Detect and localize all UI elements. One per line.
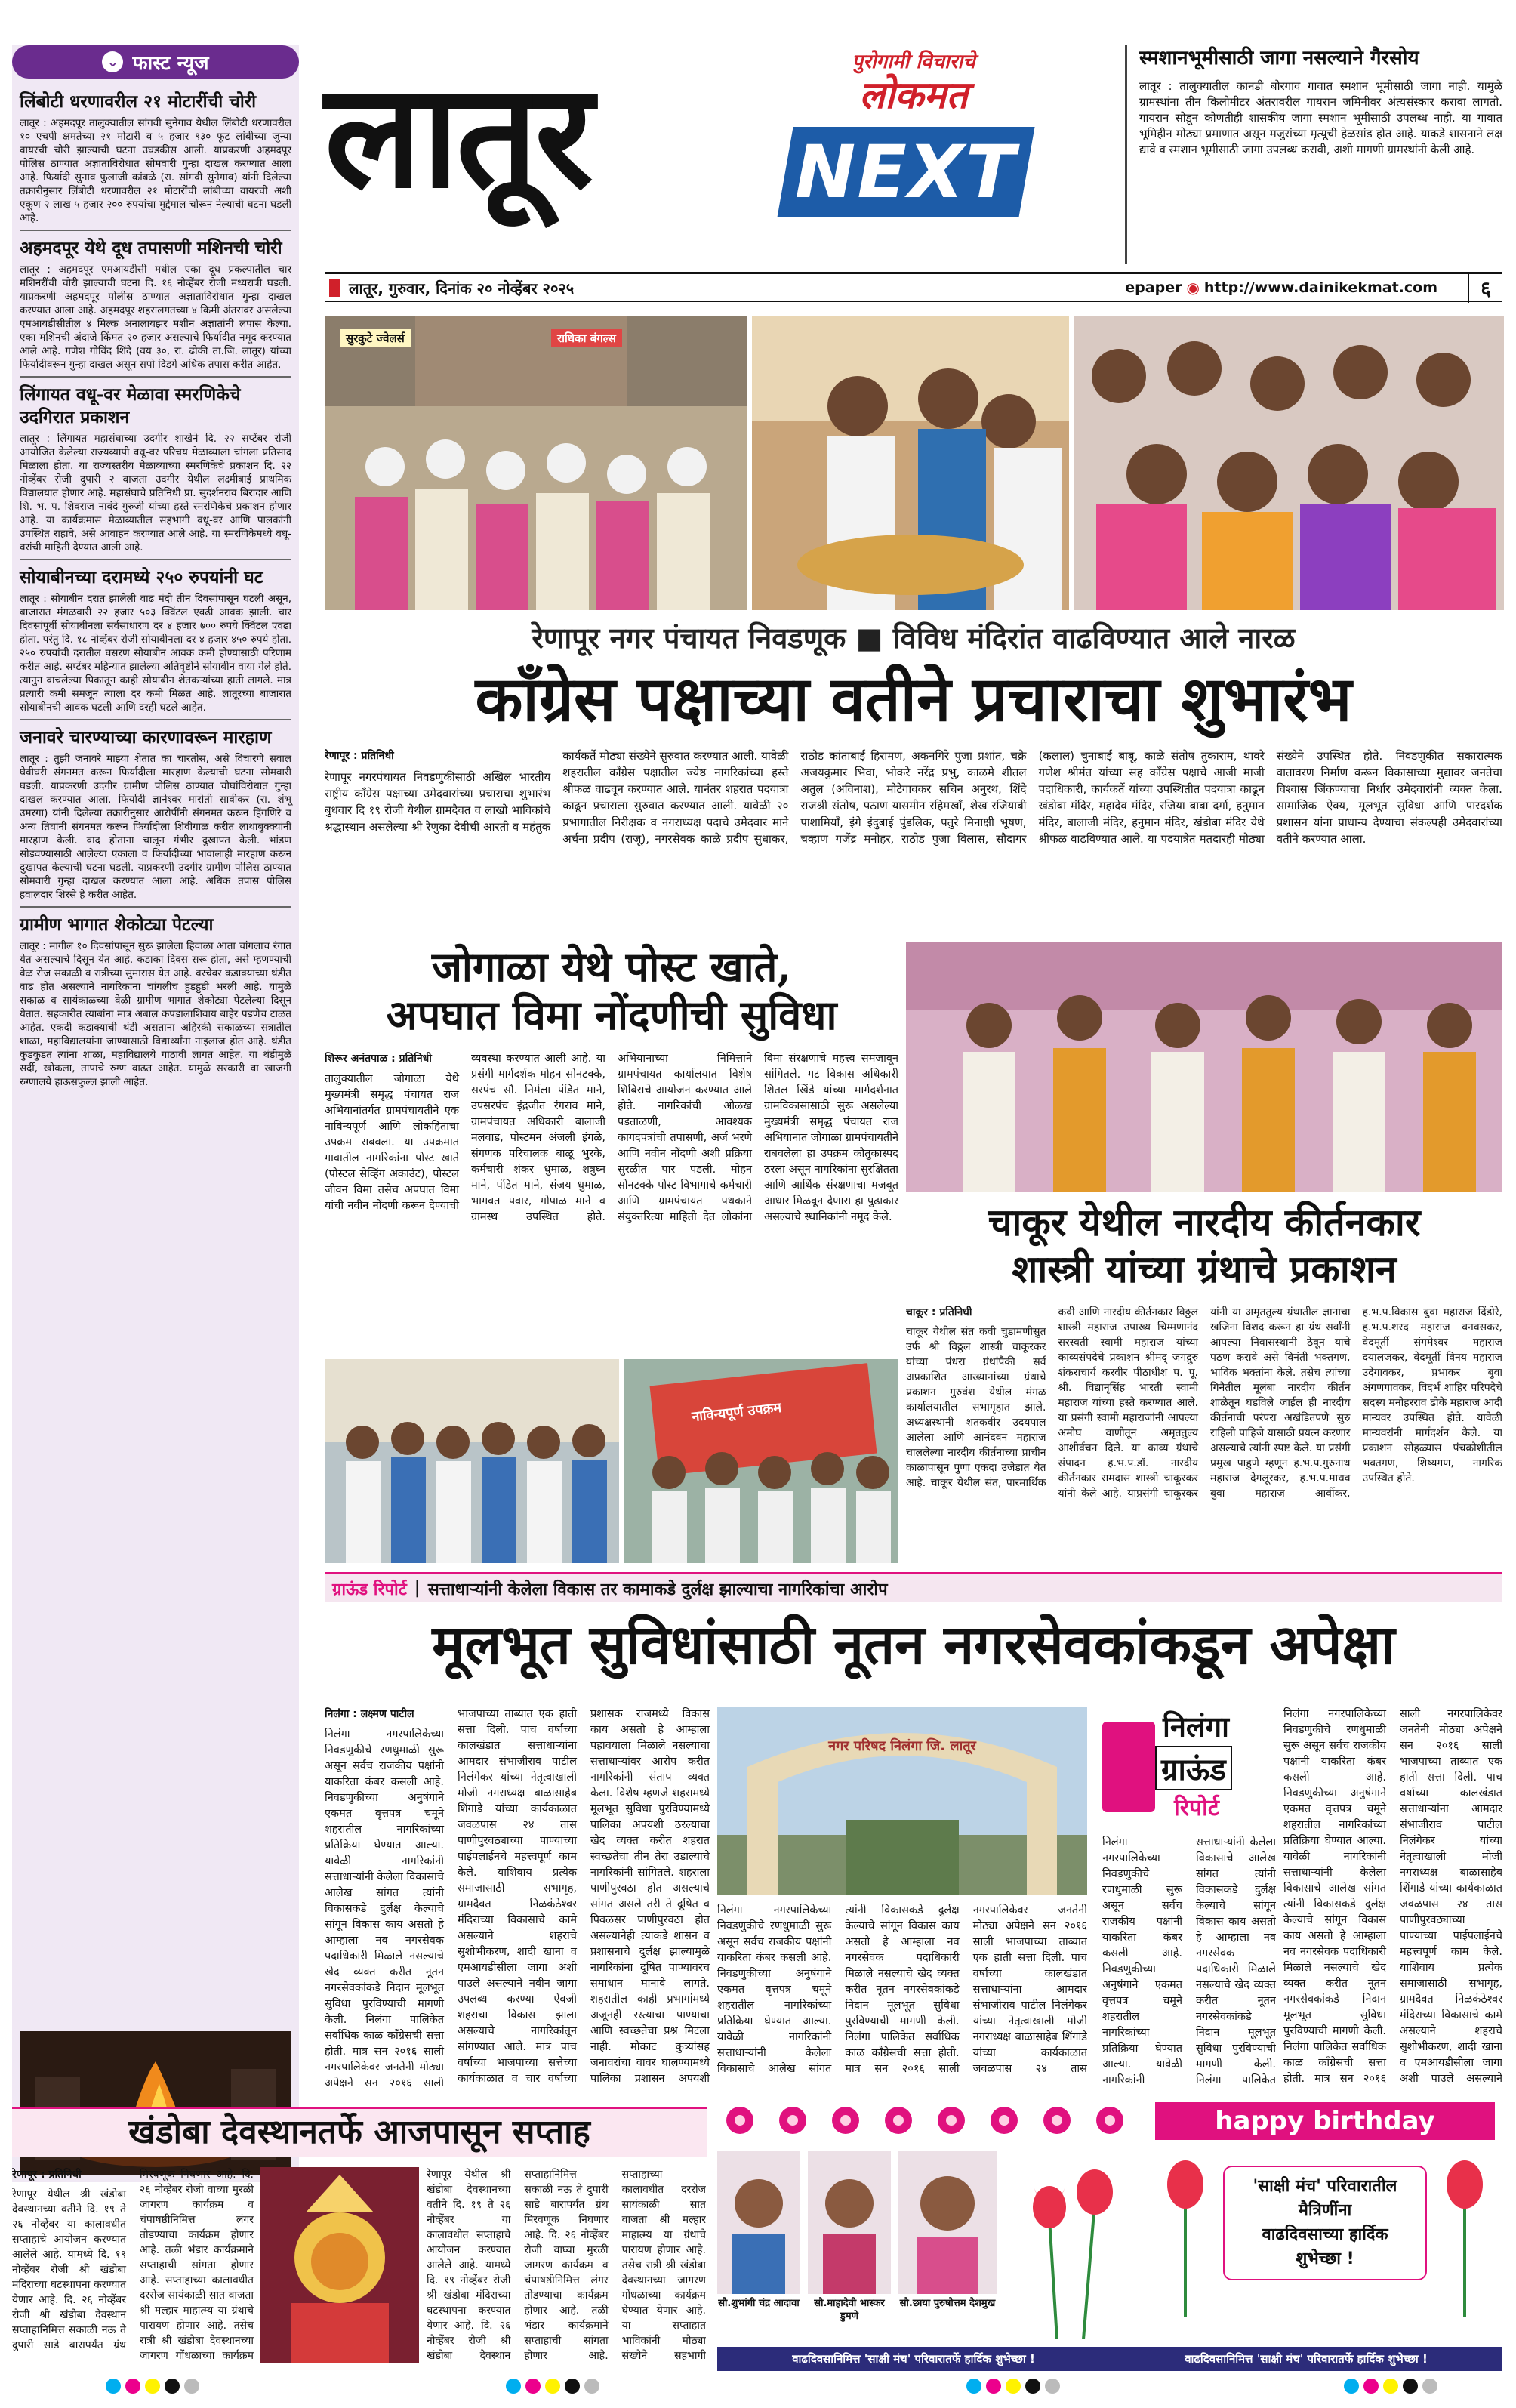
fast-news-sidebar [12, 45, 299, 2182]
person-name: सौ.माहादेवी भास्कर डुमणे [814, 2298, 885, 2322]
story4-kicker-label: ग्राऊंड रिपोर्ट [332, 1580, 407, 1599]
masthead-tagline: पुरोगामी विचाराचे [852, 51, 975, 73]
fast-news-body: लातूर : अहमदपूर एमआयडीसी मधील एका दूध प्रकल्पातील चार मशिनरींची चोरी झाल्याची घटना दि. १६ नोव्हेंबर रोजी मध्यरात्री घडली. याप्रकरणी अहमदपूर पोलीस ठाण्यात अज्ञाताविरोधात गुन्हा दाखल करण्यात आला आहे. अहमदपूर शहरालगतच्या ४ किमी अंतरावर असलेल्या एमआयडीसीतील ४ मिल्क अनालायझर मशीन अज्ञातांनी लंपास केल्या. एका मशिनची अंदाजे किंमत २० हजार असल्याचे फिर्यादीत नमूद करण्यात आले आहे. गणेश गोविंद शिंदे (वय ३०, रा. ढोकी ता.जि. लातूर) यांच्या फिर्यादीवरून गुन्हा दाखल असून सपो दिडगे अधिक तपास करीत आहेत. [20, 264, 291, 371]
birthday-box-line2: मैत्रिणींना [1298, 2201, 1352, 2220]
tulip-illustration [1012, 2151, 1132, 2339]
story2-headline-line1: जोगाळा येथे पोस्ट खाते, [431, 942, 792, 991]
fast-news-headline: अहमदपूर येथे दूध तपासणी मशिनची चोरी [20, 238, 282, 258]
registration-marks [966, 2379, 1060, 2394]
page-number: ६ [1468, 273, 1502, 303]
badge-line1: निलंगा [1163, 1710, 1229, 1744]
khandoba-idol-photo [260, 2167, 419, 2363]
brief-headline: स्मशानभूमीसाठी जागा नसल्याने गैरसोय [1139, 47, 1419, 69]
rally-photo [325, 316, 747, 610]
birthday-ad [717, 2098, 1502, 2371]
person-name: सौ.छाया पुरुषोत्तम देशमुख [899, 2298, 996, 2309]
person-photo [808, 2151, 891, 2294]
post-office-banner-photo [624, 1359, 898, 1563]
story5-body-left [12, 2167, 254, 2363]
masthead-title: लातूर [325, 51, 591, 220]
dateline-bar [325, 272, 1502, 302]
top-right-brief [1125, 45, 1502, 264]
globe-icon: ◉ [1186, 279, 1200, 297]
fast-news-body: लातूर : तुझी जनावरे माझ्या शेतात का चारतोस, असे विचारणे सवाल घेवीघरी संगनमत करून फिर्यादीला मारहाण केल्याची घटना सोमवारी घडली. याप्रकरणी उदगीर ग्रामीण पोलिस ठाण्यात चौघांविरोधात गुन्हा दाखल करण्यात आला. फिर्यादी ज्ञानेश्वर मारोती सावीकर (रा. शंभू उमरगा) यांनी दिलेल्या तक्रारीनुसार आरोपींनी संगनमत करून हिंगणिरे व अन्य तिघांनी संगनमत करून फिर्यादीला शिवीगाळ करीत लाथाबुक्क्यांनी मारहाण केली. वाद होताना चालून गंभीर दुखापत केली. भांडण सोडवण्यासाठी आलेल्या एकाला व फिर्यादीच्या भावालाही मारहाण करून दुखापत केल्याची घटना घडली. याप्रकरणी उदगीर ग्रामीण पोलिस ठाण्यात सोमवारी गुन्हा दाखल करण्यात आला आहे. अधिक तपास पोलिस हवालदार शिरसे हे करीत आहेत. [20, 753, 291, 901]
story2-body-columns [325, 1051, 898, 1353]
dateline: लातूर, गुरुवार, दिनांक २० नोव्हेंबर २०२५ [349, 279, 575, 298]
badge-mic-icon [1102, 1722, 1155, 1812]
tulip-right-icon [1434, 2151, 1495, 2317]
women-photo [1074, 316, 1504, 610]
story3-headline-line2: शास्त्री यांच्या ग्रंथाचे प्रकाशन [1012, 1247, 1397, 1291]
story1-kicker-text: रेणापूर नगर पंचायत निवडणूक ■ विविध मंदिरांत वाढविण्यात आले नारळ [532, 621, 1296, 655]
birthday-footer-text-1: वाढदिवसानिमित्त 'साक्षी मंच' परिवारातर्फे हार्दिक शुभेच्छा ! [792, 2352, 1035, 2366]
birthday-person-2 [808, 2151, 891, 2347]
temple-photo [752, 316, 1069, 610]
story4-headline: मूलभूत सुविधांसाठी नूतन नगरसेवकांकडून अपेक्षा [432, 1612, 1395, 1676]
registration-marks [1344, 2379, 1437, 2394]
story3-byline: चाकूर : प्रतिनिधी [906, 1306, 972, 1318]
story4-body-right [1283, 1707, 1502, 2092]
story4-body-mid [717, 1903, 1087, 2092]
epaper-url[interactable]: http://www.dainikekmat.com [1203, 279, 1437, 296]
badge-line2: ग्राऊंड [1155, 1746, 1232, 1790]
fast-news-title-text: फास्ट न्यूज [132, 52, 209, 75]
masthead [317, 45, 1110, 234]
birthday-footer-text-2: वाढदिवसानिमित्त 'साक्षी मंच' परिवारातर्फे हार्दिक शुभेच्छा ! [1185, 2352, 1428, 2366]
next-logo-text: NEXT [795, 130, 1017, 214]
epaper-label: epaper [1125, 279, 1182, 296]
fast-news-item [12, 560, 299, 719]
birthday-box [1155, 2151, 1495, 2339]
story3-body: चाकूर येथील संत कवी चुडामणीसुत उर्फ श्री विठ्ठल शास्त्री चाकूरकर यांच्या पंधरा ग्रंथांपैकी सर्व अप्रकाशित आख्यानांच्या ग्रंथाचे प्रकाशन गुरुवंश येथील मंगळ कार्यालयातील सभागृहात झाले. अध्यक्षस्थानी शतकवीर उदयपाल आलेला आणि आनंदवन महाराज चाललेल्या नारदीय कीर्तनाच्या प्राचीन काळापासून पुणा एकदा उजेडात येत आहे. चाकूर येथील संत, पारमार्थिक कवी आणि नारदीय कीर्तनकार विठ्ठल शास्त्री महाराज उपाख्य चिम्मणानंद सरस्वती स्वामी महाराज यांच्या काव्यसंपदेचे प्रकाशन श्रीमद् जगद्गुरु शंकराचार्य करवीर पीठाधीश प. पू. श्री. विद्यानृसिंह भारती स्वामी महाराज यांच्या हस्ते करण्यात आले. या प्रसंगी स्वामी महाराजांनी आपल्या अमोघ वाणीतून अमृततुल्य आशीर्वचन दिले. या काव्य ग्रंथाचे संपादन ह.भ.प.डॉ. नारदीय कीर्तनकार रामदास शास्त्री चाकूरकर यांनी केले आहे. याप्रसंगी चाकूरकर यांनी या अमृततुल्य ग्रंथातील ज्ञानाचा खजिना विशद करून हा ग्रंथ सर्वांनी आपल्या निवासस्थानी ठेवून याचे पठण करावे असे विनंती भक्तगण, भाविक भक्तांना केले. तसेच त्यांच्या गिनैतील मूलंबा नारदीय कीर्तन शाळेतून घडविले जाईल ही नारदीय कीर्तनाची परंपरा अखंडितपणे सुरु राहिली पाहिजे यासाठी प्रयत्न करणार असल्याचे त्यांनी स्पष्ट केले. या प्रसंगी प्रमुख पाहुणे म्हणून ह.भ.प.गुरुनाथ महाराज देगलूरकर, ह.भ.प.माधव बुवा महाराज आर्वीकर, ह.भ.प.विकास बुवा महाराज दिंडोरे, ह.भ.प.शरद महाराज वनवसकर, वेदमूर्ती संगमेश्वर महाराज दयालजकर, वेदमूर्ती विनय महाराज उदेगावकर, प्रभाकर बुवा अंगणगावकर, विदर्भ शाहिर परिपदेचे सदस्य मनोहरराव ढोके महाराज आदी मान्यवर उपस्थित होते. यावेळी मान्यवरांनी मार्गदर्शन केले. या प्रकाशन सोहळ्यास पंचक्रोशीतील भक्तगण, शिष्यगण, नागरिक उपस्थित होते. [906, 1306, 1502, 1500]
fast-news-item [12, 231, 299, 376]
story5-byline: रेणापूर : प्रतिनिधी [12, 2169, 82, 2181]
birthday-box-line1: 'साक्षी मंच' परिवारातील [1253, 2177, 1397, 2196]
story5-body-right [427, 2167, 706, 2363]
person-photo [717, 2151, 800, 2294]
fast-news-item [12, 908, 299, 1093]
birthday-person-3 [898, 2151, 997, 2347]
fast-news-headline: जनावरे चारण्याच्या कारणावरून मारहाण [20, 727, 272, 748]
fast-news-body: लातूर : मागील १० दिवसांपासून सुरू झालेला हिवाळा आता चांगलाच रंगात येत असल्याचे दिसून येत आहे. कडाका दिवस सरू होता, असे म्हणण्याची वेळ रोज सकाळी व रात्रीच्या सुमारास येत आहे. वरचेवर कडाक्याच्या थंडीत वाढ होत असल्याने नागरिकांना चांगलीच हुडहुडी भरली आहे. यामुळे सकाळ व सायंकाळच्या वेळी ग्रामीण भागात शेकोट्या पेटलेल्या दिसून येतात. सहकारीत त्याबांना मात्र अबाल कपडालाशिवाय बाहेर पडणेच टाळत आहेत. एकदी कडाक्याची थंडी असताना अहिरकी सकाळच्या सत्रातील शाळा, महाविद्यालयांना जाण्यासाठी विद्यार्थ्यांना नाइलाज होत आहे. थंडीत कुडकुडत त्यांना शाळा, महाविद्यालये गाठावी लागत आहेत. या थंडीमुळे सर्दी, खोकला, तापाचे रुग्ण वाढत आहेत. यामुळे सरकारी वा खाजगी रुग्णालये हाऊसफुल्ल झाली आहेत. [20, 940, 291, 1088]
kicker-separator: | [414, 1579, 421, 1598]
story2-body: तालुक्यातील जोगाळा येथे मुख्यमंत्री समृद्ध पंचायत राज अभियानांतर्गत ग्रामपंचायतीने एक नाविन्यपूर्ण आणि लोकहिताचा उपक्रम राबवला. या उपक्रमात गावातील नागरिकांना पोस्ट खाते (पोस्टल सेव्हिंग अकाउंट), पोस्टल जीवन विमा तसेच अपघात विमा यांची नवीन नोंदणी करून देण्याची व्यवस्था करण्यात आली आहे. या प्रसंगी मार्गदर्शक मोहन सोनटक्के, सरपंच सौ. निर्मला पंडित माने, उपसरपंच इंद्रजीत रंगराव माने, ग्रामपंचायत अधिकारी बालाजी मलवाड, पोस्टमन अंजली इंगळे, संगणक परिचालक बाळू भुरके, कर्मचारी शंकर धुमाळ, शत्रुघ्न माने, पंडित माने, संजय धुमाळ, भागवत पवार, गोपाळ माने व ग्रामस्थ उपस्थित होते. अभियानाच्या निमित्ताने ग्रामपंचायत कार्यालयात विशेष शिबिराचे आयोजन करण्यात आले होते. नागरिकांची ओळख पडताळणी, आवश्यक कागदपत्रांची तपासणी, अर्ज भरणे आणि नवीन नोंदणी अशी प्रक्रिया सुरळीत पार पडली. मोहन सोनटक्के पोस्ट विभागाचे कर्मचारी आणि ग्रामपंचायत पथकाने संयुक्तरित्या माहिती देत लोकांना विमा संरक्षणाचे महत्त्व समजावून सांगितले. गट विकास अधिकारी शितल खिंडे यांच्या मार्गदर्शनात ग्रामविकासासाठी सुरू असलेल्या मुख्यमंत्री समृद्ध पंचायत राज अभियानात जोगाळा ग्रामपंचायतीने राबवलेला हा उपक्रम कौतुकास्पद ठरला असून नागरिकांना सुरक्षितता आणि आर्थिक संरक्षणाचा मजबूत आधार मिळवून देणारा हा पुढाकार असल्याचे स्थानिकांनी नमूद केले. [325, 1053, 898, 1223]
story4-body: निलंगा नगरपालिकेच्या निवडणुकीचे रणधुमाळी सुरू असून सर्वच राजकीय पक्षांनी याकरिता कंबर कसली आहे. निवडणुकीच्या अनुषंगाने एकमत वृत्तपत्र चमूने शहरातील नागरिकांच्या प्रतिक्रिया घेण्यात आल्या. यावेळी नागरिकांनी सत्ताधाऱ्यांनी केलेला विकासाचे आलेख सांगत त्यांनी विकासकडे दुर्लक्ष केल्याचे सांगून विकास काय असतो हे आम्हाला नव नगरसेवक पदाधिकारी मिळाले नसल्याचे खेद व्यक्त करीत नूतन नगरसेवकांकडे निदान मूलभूत सुविधा पुरविण्याची मागणी केली. निलंगा पालिकेत सर्वाधिक काळ काँग्रेसची सत्ता होती. मात्र सन २०१६ साली नगरपालिकेवर जनतेनी मोठ्या अपेक्षने सन २०१६ साली भाजपाच्या ताब्यात एक हाती सत्ता दिली. पाच वर्षाच्या कालखंडात सत्ताधाऱ्यांना आमदार संभाजीराव पाटील निलंगेकर यांच्या नेतृत्वाखाली मोजी नगराध्यक्ष बाळासाहेब शिंगाडे यांच्या कार्यकाळात जवळपास २४ तास पाणीपुरवठ्याच्या पाण्याच्या पाईपलाईनचे महत्त्वपूर्ण काम केले. याशिवाय प्रत्येक समाजासाठी सभागृह, ग्रामदैवत निळकंठेश्वर मंदिराच्या विकासाचे कामे असल्याने शहराचे सुशोभीकरण, शादी खाना व एमआयडीसीला जागा अशी पाउले असल्याने नवीन जागा उपलब्ध करण्या ऐवजी शहराचा विकास झाला असल्याचे नागरिकांतून सांगण्यात आले. मात्र पाच वर्षाच्या भाजपाच्या सत्तेच्या कार्यकाळात व चार वर्षाच्या प्रशासक राजमध्ये विकास काय असतो हे आम्हाला पहावयाला मिळाले नसल्याचा सत्ताधाऱ्यांवर आरोप करीत नागरिकांनी संताप व्यक्त केला. विशेष म्हणजे शहरामध्ये मूलभूत सुविधा पुरविण्यामध्ये पालिका अपयशी ठरल्याचा खेद व्यक्त करीत शहरात स्वच्छतेचा तीन तेरा उडाल्याचे नागरिकांनी सांगितले. शहराला पाणीपुरवठा होत असल्याचे सांगत असले तरी ते दूषित व पिवळसर पाणीपुरवठा होत असल्यानेही त्याकडे शासन व प्रशासनाचे दुर्लक्ष झाल्यामुळे नागरिकांना दूषित पाण्यावरच समाधान मानावे लागते. शहरातील काही प्रभागांमध्ये अजूनही रस्त्याचा पाण्याचा आणि स्वच्छतेचा प्रश्न मिटला नाही. मोकाट कुत्र्यांसह जनावरांचा वावर घालण्यामध्ये पालिका प्रशासन अपयशी [325, 1708, 710, 2089]
ground-report-badge [1102, 1707, 1268, 1827]
banner-text: नाविन्यपूर्ण उपक्रम [691, 1399, 783, 1426]
story4-body-mid-text: निलंगा नगरपालिकेच्या निवडणुकीचे रणधुमाळी सुरू असून सर्वच राजकीय पक्षांनी याकरिता कंबर कसली आहे. निवडणुकीच्या अनुषंगाने एकमत वृत्तपत्र चमूने शहरातील नागरिकांच्या प्रतिक्रिया घेण्यात आल्या. यावेळी नागरिकांनी सत्ताधाऱ्यांनी केलेला विकासाचे आलेख सांगत त्यांनी विकासकडे दुर्लक्ष केल्याचे सांगून विकास काय असतो हे आम्हाला नव नगरसेवक पदाधिकारी मिळाले नसल्याचे खेद व्यक्त करीत नूतन नगरसेवकांकडे निदान मूलभूत सुविधा पुरविण्याची मागणी केली. निलंगा पालिकेत सर्वाधिक काळ काँग्रेसची सत्ता होती. मात्र सन २०१६ साली नगरपालिकेवर जनतेनी मोठ्या अपेक्षने सन २०१६ साली भाजपाच्या ताब्यात एक हाती सत्ता दिली. पाच वर्षाच्या कालखंडात सत्ताधाऱ्यांना आमदार संभाजीराव पाटील निलंगेकर यांच्या नेतृत्वाखाली मोजी नगराध्यक्ष बाळासाहेब शिंगाडे यांच्या कार्यकाळात जवळपास २४ तास [717, 1904, 1087, 2075]
flower-strip [717, 2098, 1140, 2143]
story3-headline [906, 1199, 1502, 1297]
chevron-down-icon: ⌄ [102, 51, 123, 72]
story5-body: रेणापूर येथील श्री खंडोबा देवस्थानच्या वतीने दि. १९ ते २६ नोव्हेंबर या कालावधीत सप्ताहाचे आयोजन करण्यात आलेले आहे. यामध्ये दि. १९ नोव्हेंबर रोजी श्री खंडोबा मंदिराच्या घटस्थापना करण्यात येणार आहे. दि. २६ नोव्हेंबर रोजी श्री खंडोबा देवस्थान सप्ताहानिमित्त सकाळी नऊ ते दुपारी साडे बारापर्यंत ग्रंथ मिरवणूक निघणार आहे. दि. २६ नोव्हेंबर रोजी वाघ्या मुरळी जागरण कार्यक्रम व चंपाषष्ठीनिमित्त लंगर तोडण्याचा कार्यक्रम होणार आहे. तळी भंडार कार्यक्रमाने सप्ताहाची सांगता होणार आहे. सप्ताहाच्या कालावधीत दररोज सायंकाळी सात वाजता श्री मल्हार माहात्म्य या ग्रंथाचे पारायण होणार आहे. तसेच रात्री श्री खंडोबा देवस्थानच्या जागरण गोंधळाच्या कार्यक्रम [12, 2169, 254, 2362]
registration-marks [506, 2379, 599, 2394]
shop-sign: सुरकुटे ज्वेलर्स [340, 329, 411, 347]
story4-body-left [325, 1707, 710, 2092]
story3-body-columns [906, 1305, 1502, 1563]
birthday-person-1 [717, 2151, 800, 2347]
book-release-photo [906, 942, 1502, 1192]
story1-body-columns [325, 748, 1502, 935]
story2-byline: शिरूर अनंतपाळ : प्रतिनिधी [325, 1053, 432, 1065]
story5-headline-text: खंडोबा देवस्थानतर्फे आजपासून सप्ताह [128, 2113, 590, 2151]
birthday-box-line4: शुभेच्छा ! [1296, 2249, 1354, 2268]
story1-byline: रेणापूर : प्रतिनिधी [325, 750, 394, 762]
dateline-marker [329, 279, 340, 297]
fast-news-item [12, 85, 299, 230]
story4-body-right2 [1102, 1835, 1276, 2092]
fast-news-headline: लिंबोटी धरणावरील २१ मोटारींची चोरी [20, 91, 257, 112]
fast-news-body: लातूर : सोयाबीन दरात झालेली वाढ मंदी तीन दिवसांपासून घटली असून, बाजारात मंगळवारी २२ हजार ५०३ क्विंटल एवढी आवक झाली. चार दिवसांपूर्वी सोयाबीनला सर्वसाधारण दर ४ हजार ७०० रुपये क्विंटल एवढा होता. परंतु दि. १८ नोव्हेंबर रोजी सोयाबीनला दर ४ हजार ४५० रुपये होता. २५० रुपयांची दरातील घसरण सोयाबीन आवक कमी होण्यासाठी परिणाम करीत आहे. सप्टेंबर महिन्यात झालेल्या अतिवृष्टीने सोयाबीन वाया गेले होते. त्यानुन वाचलेल्या पिकातून काही सोयाबीन शेतकऱ्यांच्या हाती लागले. मात्र प्रत्यारी कमी समजून त्याला दर कमी मिळत आहे. लातूरच्या बाजारात सोयाबीनची आवक घटली आणि दरही घटले आहेत. [20, 593, 291, 714]
birthday-banner: happy birthday [1155, 2102, 1495, 2140]
story3-headline-line1: चाकूर येथील नारदीय कीर्तनकार [988, 1200, 1421, 1244]
story2-headline [325, 942, 898, 1041]
story1-headline: काँग्रेस पक्षाच्या वतीने प्रचाराचा शुभारंभ [475, 663, 1352, 735]
birthday-box-line3: वाढदिवसाच्या हार्दिक [1262, 2225, 1388, 2244]
story5-body-right-text: रेणापूर येथील श्री खंडोबा देवस्थानच्या वतीने दि. १९ ते २६ नोव्हेंबर या कालावधीत सप्ताहाचे आयोजन करण्यात आलेले आहे. यामध्ये दि. १९ नोव्हेंबर रोजी श्री खंडोबा मंदिराच्या घटस्थापना करण्यात येणार आहे. दि. २६ नोव्हेंबर रोजी श्री खंडोबा देवस्थान सप्ताहानिमित्त सकाळी नऊ ते दुपारी साडे बारापर्यंत ग्रंथ मिरवणूक निघणार आहे. दि. २६ नोव्हेंबर रोजी वाघ्या मुरळी जागरण कार्यक्रम व चंपाषष्ठीनिमित्त लंगर तोडण्याचा कार्यक्रम होणार आहे. तळी भंडार कार्यक्रमाने सप्ताहाची सांगता होणार आहे. सप्ताहाच्या कालावधीत दररोज सायंकाळी सात वाजता श्री मल्हार माहात्म्य या ग्रंथाचे पारायण होणार आहे. तसेच रात्री श्री खंडोबा देवस्थानच्या जागरण गोंधळाच्या कार्यक्रम घेण्यात येणार आहे. या सप्ताहात भाविकांनी मोठ्या संख्येने सहभागी [427, 2169, 706, 2362]
story5-headline [12, 2107, 707, 2157]
registration-marks [106, 2379, 199, 2394]
story4-body-right-text: निलंगा नगरपालिकेच्या निवडणुकीचे रणधुमाळी सुरू असून सर्वच राजकीय पक्षांनी याकरिता कंबर कसली आहे. निवडणुकीच्या अनुषंगाने एकमत वृत्तपत्र चमूने शहरातील नागरिकांच्या प्रतिक्रिया घेण्यात आल्या. यावेळी नागरिकांनी सत्ताधाऱ्यांनी केलेला विकासाचे आलेख सांगत त्यांनी विकासकडे दुर्लक्ष केल्याचे सांगून विकास काय असतो हे आम्हाला नव नगरसेवक पदाधिकारी मिळाले नसल्याचे खेद व्यक्त करीत नूतन नगरसेवकांकडे निदान मूलभूत सुविधा पुरविण्याची मागणी केली. निलंगा पालिकेत सर्वाधिक काळ काँग्रेसची सत्ता होती. मात्र सन २०१६ साली नगरपालिकेवर जनतेनी मोठ्या अपेक्षने सन २०१६ साली भाजपाच्या ताब्यात एक हाती सत्ता दिली. पाच वर्षाच्या कालखंडात सत्ताधाऱ्यांना आमदार संभाजीराव पाटील निलंगेकर यांच्या नेतृत्वाखाली मोजी नगराध्यक्ष बाळासाहेब शिंगाडे यांच्या कार्यकाळात जवळपास २४ तास पाणीपुरवठ्याच्या पाण्याच्या पाईपलाईनचे महत्त्वपूर्ण काम केले. याशिवाय प्रत्येक समाजासाठी सभागृह, ग्रामदैवत निळकंठेश्वर मंदिराच्या विकासाचे कामे असल्याने शहराचे सुशोभीकरण, शादी खाना व एमआयडीसीला जागा अशी पाउले असल्याने [1283, 1708, 1502, 2085]
story1-kicker [325, 618, 1502, 657]
story4-byline: निलंगा : लक्ष्मण पाटील [325, 1708, 414, 1720]
person-name: सौ.शुभांगी चंद्र आदावा [718, 2298, 800, 2309]
tulip-left-icon [1155, 2151, 1216, 2317]
story1-body: रेणापूर नगरपंचायत निवडणुकीसाठी अखिल भारतीय राष्ट्रीय काँग्रेस पक्षाच्या उमेदवारांच्या प्रचाराचा शुभारंभ बुधवार दि १९ रोजी येथील ग्रामदैवत व लाखो भाविकांचे श्रद्धास्थान असलेल्या श्री रेणुका देवीची आरती व महंतुक कार्यकर्ते मोठ्या संख्येने सुरुवात करण्यात आली. यावेळी शहरातील काँग्रेस पक्षातील ज्येष्ठ नागरिकांच्या हस्ते श्रीफळ वाढवून करण्यात आले. यानंतर शहरात पदयात्रा काढून प्रचाराला सुरुवात करण्यात आली. यावेळी २० प्रभागातील निरीक्षक व नगराध्यक्ष पदाचे उमेदवार माने अर्चना प्रदीप (राजू), नगरसेवक काळे प्रदीप सुधाकर, राठोड कांताबाई हिरामण, अकनगिरे पुजा प्रशांत, चक्रे अजयकुमार भिवा, भोकरे नरेंद्र प्रभु, काळमे शीतल अतुल (अविनाश), मोटेगावकर सचिन अनुरथ, शिंदे राजश्री संतोष, पठाण यासमीन रहिमखाँ, शेख रजियाबी पाशामियाँ, इंगे इंदुबाई पुंडलिक, पतुरे मिनाक्षी भूषण, चव्हाण गजेंद्र मनोहर, राठोड पुजा विलास, सौदागर (कलाल) चुनाबाई बाबू, काळे संतोष तुकाराम, थावरे गणेश श्रीमंत यांच्या सह काँग्रेस पक्षाचे आजी माजी पदाधिकारी, कार्यकर्ते यांच्या उपस्थितीत पदयात्रा काढून खंडोबा मंदिर, महादेव मंदिर, रजिया बाबा दर्गा, हनुमान मंदिर, बालाजी मंदिर, हनुमान मंदिर, खंडोबा मंदिर येथे श्रीफळ वाढविण्यात आले. या पदयात्रेत मतदारही मोठ्या संख्येने उपस्थित होते. निवडणुकीत सकारात्मक वातावरण निर्माण करून विकासाच्या मुद्यावर जनतेचा विश्वास जिंकण्याचा निर्धार उमेदवारांनी व्यक्त केला. सामाजिक ऐक्य, मूलभूत सुविधा आणि पारदर्शक प्रशासन यांना प्राधान्य देण्याचा संकल्पही उमेदवारांच्या वतीने करण्यात आला. [325, 749, 1502, 846]
brief-body: लातूर : तालुक्यातील कानडी बोरगाव गावात स्मशान भूमीसाठी जागा नाही. यामुळे ग्रामस्थांना तीन किलोमीटर अंतरावरील गायरान जमिनीवर अंत्यसंस्कार करावा लागतो. गायरान सोडून कोणतीही शासकीय जागा स्मशान भूमीसाठी उपलब्ध नाही. या गावात भूमिहीन मोठ्या प्रमाणात असून मजुरांच्या मृत्यूची हेळसांड होत आहे. याकडे शासनाने लक्ष द्यावे व स्मशान भूमीसाठी जागा उपलब्ध करावी, अशी मागणी ग्रामस्थांनी केली आहे. [1139, 79, 1502, 156]
brand-logo: लोकमत [859, 72, 968, 117]
fast-news-item [12, 378, 299, 559]
fast-news-headline: ग्रामीण भागात शेकोट्या पेटल्या [20, 914, 214, 935]
fast-news-body: लातूर : अहमदपूर तालुक्यातील सांगवी सुनेगाव येथील लिंबोटी धरणावरील १० एचपी क्षमतेच्या २१ मोटारी व ५ हजार ९३० फूट लांबीच्या जुन्या वायरची चोरी झाल्याची घटना उघडकीस आली. याप्रकरणी अहमदपूर पोलिस ठाण्यात अज्ञाताविरोधात सोमवारी गुन्हा दाखल करण्यात आला आहे. फिर्यादी सुनाव फुलाजी कांबळे (रा. सांगवी सुनेगाव) यांनी दिलेल्या तक्रारीनुसार लिंबोटी धरणावरील २१ मोटारींची लांबीच्या वायरची अशी एकूण २ लाख ५ हजार २०० रुपयांचा मुद्देमाल चोरून नेल्याची घटना घडली आहे. [20, 117, 291, 224]
story4-kicker [325, 1572, 1502, 1602]
fast-news-body: लातूर : लिंगायत महासंघाच्या उदगीर शाखेने दि. २२ सप्टेंबर रोजी आयोजित केलेल्या राज्यव्यापी वधू-वर परिचय मेळाव्याला चांगला प्रतिसाद मिळाला होता. या राज्यस्तरीय मेळाव्याच्या स्मरणिकेचे प्रकाशन दि. २२ नोव्हेंबर रोजी दुपारी २ वाजता उदगीर येथील लक्ष्मीबाई प्राथमिक विद्यालयात होणार आहे. महासंघाचे प्रतिनिधी प्रा. सुदर्शनराव बिरादार आणि शि. भ. प. शिवराज नावंदे गुरुजी यांच्या हस्ते स्मरणिकेचे प्रकाशन होणार आहे. या कार्यक्रमास मेळाव्यातील सहभागी वधू-वर आणि पालकांनी उपस्थित राहावे, असे आवाहन करण्यात आले आहे. या स्मरणिकेमध्ये वधू-वरांची माहिती देण्यात आली आहे. [20, 433, 291, 553]
person-photo [898, 2151, 997, 2294]
fast-news-headline: सोयाबीनच्या दरामध्ये २५० रुपयांनी घट [20, 567, 263, 587]
fast-news-item [12, 720, 299, 906]
story2-headline-line2: अपघात विमा नोंदणीची सुविधा [386, 991, 837, 1039]
badge-line3: रिपोर्ट [1174, 1795, 1219, 1821]
post-office-group-photo [325, 1359, 619, 1563]
fast-news-headline: लिंगायत वधू-वर मेळावा स्मरणिकेचे उदगिरात प्रकाशन [20, 384, 241, 427]
next-logo [777, 127, 1034, 217]
fast-news-title [12, 45, 299, 79]
story4-body-right2-text: निलंगा नगरपालिकेच्या निवडणुकीचे रणधुमाळी सुरू असून सर्वच राजकीय पक्षांनी याकरिता कंबर कसली आहे. निवडणुकीच्या अनुषंगाने एकमत वृत्तपत्र चमूने शहरातील नागरिकांच्या प्रतिक्रिया घेण्यात आल्या. यावेळी नागरिकांनी सत्ताधाऱ्यांनी केलेला विकासाचे आलेख सांगत त्यांनी विकासकडे दुर्लक्ष केल्याचे सांगून विकास काय असतो हे आम्हाला नव नगरसेवक पदाधिकारी मिळाले नसल्याचे खेद व्यक्त करीत नूतन नगरसेवकांकडे निदान मूलभूत सुविधा पुरविण्याची मागणी केली. निलंगा पालिकेत [1102, 1836, 1276, 2086]
story4-kicker-text: सत्ताधाऱ्यांनी केलेला विकास तर कामाकडे दुर्लक्ष झाल्याचा नागरिकांचा आरोप [427, 1580, 888, 1599]
gate-text: नगर परिषद निलंगा जि. लातूर [828, 1738, 976, 1754]
birthday-footer [717, 2347, 1502, 2371]
shop-sign: राधिका बंगल्स [551, 329, 622, 347]
nagar-parishad-gate-photo [717, 1707, 1087, 1895]
